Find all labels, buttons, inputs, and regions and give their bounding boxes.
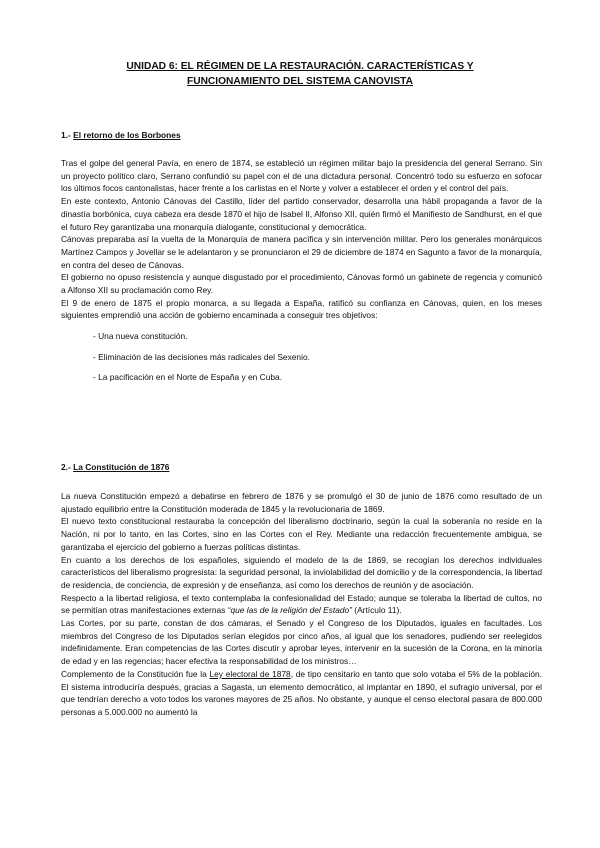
title-line-1: UNIDAD 6: EL RÉGIMEN DE LA RESTAURACIÓN. CARACTERÍSTICAS Y bbox=[126, 61, 474, 72]
section-1-heading bbox=[61, 130, 181, 141]
paragraph-religion bbox=[61, 592, 542, 617]
paragraph: La nueva Constitución empezó a debatirse en febrero de 1876 y se promulgó el 30 de junio de 1876 como resultado de un ajustado equilibrio entre la Constitución moderada de 1845 y la revolucionaria de 1869. bbox=[61, 491, 542, 514]
section-2-number: 2.- bbox=[61, 462, 71, 472]
section-2-title: La Constitución de 1876 bbox=[73, 462, 170, 472]
section-1-number: 1.- bbox=[61, 130, 71, 140]
electoral-text: Complemento de la Constitución fue la bbox=[61, 668, 210, 679]
electoral-rest: , de tipo censitario en tanto que solo votaba el 5% de la población. El sistema introduciría después, gracias a Sagasta, un elemento democrático, al implantar en 1890, el sufragio universal, por el que tendrían derecho a voto todos los varones mayores de 25 años. No obstante, y aunque el censo electoral pasara de 800.000 personas a 5.000.000 no aumentó la bbox=[61, 668, 542, 717]
document-title bbox=[60, 60, 540, 89]
religion-quote: “que las de la religión del Estado” bbox=[227, 605, 352, 616]
objectives-list bbox=[61, 326, 542, 388]
list-item: - Una nueva constitución. bbox=[93, 331, 188, 342]
list-item: - La pacificación en el Norte de España y en Cuba. bbox=[93, 372, 283, 383]
section-2-body bbox=[61, 490, 542, 719]
religion-article: (Artículo 11). bbox=[351, 605, 402, 616]
paragraph-electoral bbox=[61, 668, 542, 719]
paragraph: En este contexto, Antonio Cánovas del Castillo, líder del partido conservador, desarrolla una hábil propaganda a favor de la dinastía borbónica, cuya cabeza era desde 1870 el hijo de Isabel II, Alfonso XII, quién firmó el Manifiesto de Sandhurst, en el que el futuro Rey garantizaba una monarquía dialogante, constitucional y democrática. bbox=[61, 196, 542, 232]
paragraph: Tras el golpe del general Pavía, en enero de 1874, se estableció un régimen militar bajo la presidencia del general Serrano. Sin un proyecto político claro, Serrano confundió su papel con el de una dictadura personal. Concentró todo su esfuerzo en sofocar los últimos focos cantonalistas, hacer frente a los carlistas en el Norte y volver a establecer el orden y el control del país. bbox=[61, 158, 542, 194]
paragraph: Cánovas preparaba así la vuelta de la Monarquía de manera pacífica y sin intervención militar. Pero los generales monárquicos Martínez Campos y Jovellar se le adelantaron y se pronunciaron el 29 de diciembre de 1874 en Sagunto a favor de la monarquía, en contra del deseo de Cánovas. bbox=[61, 234, 542, 270]
title-line-2: FUNCIONAMIENTO DEL SISTEMA CANOVISTA bbox=[186, 75, 414, 87]
paragraph: Las Cortes, por su parte, constan de dos cámaras, el Senado y el Congreso de los Diputados, iguales en facultades. Los miembros del Congreso de los Diputados serían elegidos por cinco años, al igual que los senadores, pudiendo ser reelegidos indefinidamente. Eran competencias de las Cortes discutir y aprobar leyes, intervenir en la sucesión de la Corona, en la minoría de edad y en las regencias; hacer efectiva la responsabilidad de los ministros… bbox=[61, 618, 542, 667]
section-2-heading bbox=[61, 462, 169, 473]
list-item: - Eliminación de las decisiones más radicales del Sexenio. bbox=[93, 351, 310, 362]
paragraph: El nuevo texto constitucional restauraba la concepción del liberalismo doctrinario, según la cual la soberanía no reside en la Nación, ni por lo tanto, en las Cortes, sino en las Cortes con el Rey. Mediante una redacción frecuentemente ambigua, se garantizaba el ejercicio del gobierno a fuerzas políticas distintas. bbox=[61, 516, 542, 552]
section-1-body bbox=[61, 157, 542, 388]
electoral-law: Ley electoral de 1878 bbox=[209, 668, 291, 679]
religion-text: Respecto a la libertad religiosa, el texto contemplaba la confesionalidad del Estado; aunque se toleraba la libertad de cultos, no se permitían otras manifestaciones externas bbox=[61, 592, 542, 616]
section-1-title: El retorno de los Borbones bbox=[73, 130, 181, 140]
paragraph: En cuanto a los derechos de los españoles, siguiendo el modelo de la de 1869, se recogían los derechos individuales característicos del liberalismo progresista: la seguridad personal, la inviolabilidad del domicilio y de la correspondencia, la libertad de residencia, de conciencia, de expresión y de enseñanza, así como los derechos de reunión y de asociación. bbox=[61, 554, 542, 590]
paragraph: El gobierno no opuso resistencia y aunque disgustado por el procedimiento, Cánovas formó un gabinete de regencia y comunicó a Alfonso XII su proclamación como Rey. bbox=[61, 272, 542, 296]
paragraph: El 9 de enero de 1875 el propio monarca, a su llegada a España, ratificó su confianza en Cánovas, quien, en los meses siguientes emprendió una acción de gobierno encaminada a conseguir tres objetivos: bbox=[61, 297, 542, 321]
